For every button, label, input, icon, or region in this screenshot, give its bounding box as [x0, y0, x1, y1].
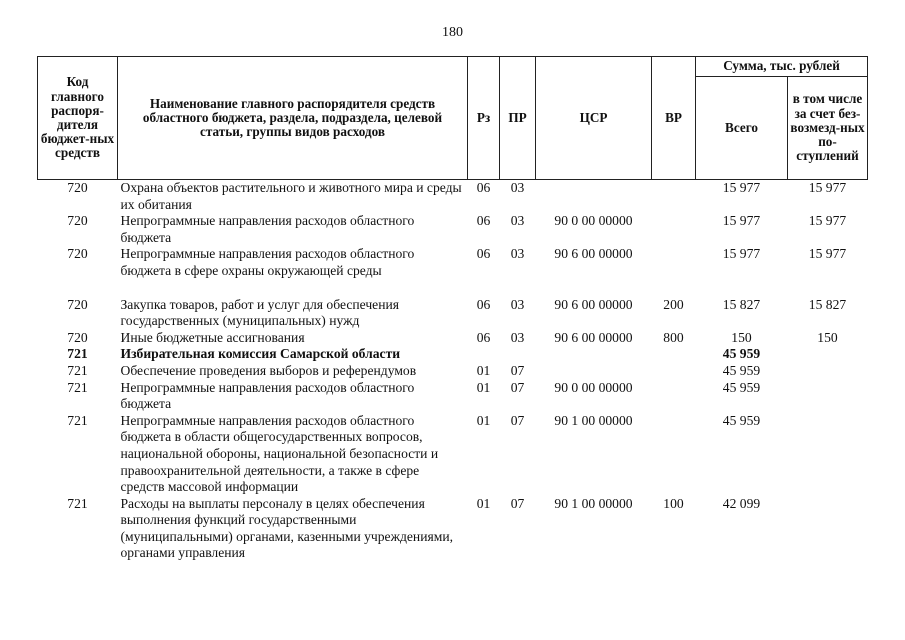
cell-csr: 90 0 00 00000 — [554, 379, 633, 395]
table-row — [38, 330, 868, 347]
table-row — [38, 297, 868, 330]
cell-pr: 07 — [510, 412, 525, 428]
cell-free: 15 977 — [808, 180, 847, 195]
cell-vr: 100 — [663, 495, 684, 511]
cell-pr: 03 — [510, 296, 525, 312]
table-row — [38, 180, 868, 214]
cell-free: 15 827 — [808, 296, 847, 312]
cell-csr: 90 0 00 00000 — [554, 213, 633, 229]
cell-csr — [536, 180, 652, 214]
table-row — [38, 496, 868, 562]
cell-pr: 03 — [510, 329, 525, 345]
cell-name: Обеспечение проведения выборов и референдумов — [120, 362, 417, 378]
table-row — [38, 413, 868, 496]
cell-code: 720 — [67, 213, 88, 229]
cell-total: 150 — [731, 329, 752, 345]
cell-pr: 07 — [510, 362, 525, 378]
header-total: Всего — [696, 77, 788, 180]
cell-rz: 06 — [476, 213, 491, 229]
cell-name: Избирательная комиссия Самарской области — [120, 346, 401, 362]
cell-name: Закупка товаров, работ и услуг для обеспечения государственных (муниципальных) нужд — [120, 296, 399, 329]
cell-vr — [652, 380, 696, 413]
cell-total: 45 959 — [722, 346, 761, 362]
cell-rz: 06 — [476, 296, 491, 312]
page-number: 180 — [442, 25, 463, 40]
cell-rz: 06 — [476, 180, 491, 195]
cell-code: 721 — [67, 412, 88, 428]
cell-total: 42 099 — [722, 495, 761, 511]
cell-name: Иные бюджетные ассигнования — [120, 329, 305, 345]
table-row — [38, 246, 868, 296]
cell-pr: 03 — [510, 213, 525, 229]
cell-vr: 800 — [663, 329, 684, 345]
cell-free — [788, 413, 868, 496]
cell-code: 721 — [67, 362, 88, 378]
cell-pr: 07 — [510, 495, 525, 511]
cell-total: 15 827 — [722, 296, 761, 312]
cell-total: 15 977 — [722, 246, 761, 262]
header-pr: ПР — [500, 57, 536, 180]
cell-total: 15 977 — [722, 213, 761, 229]
cell-rz: 01 — [476, 495, 491, 511]
cell-code: 720 — [67, 180, 88, 195]
cell-name: Непрограммные направления расходов областного бюджета — [120, 213, 415, 245]
table-row — [38, 346, 868, 363]
cell-code: 721 — [67, 379, 88, 395]
cell-name: Непрограммные направления расходов областного бюджета в сфере охраны окружающей среды — [120, 246, 415, 278]
cell-free — [788, 496, 868, 562]
header-sum-group: Сумма, тыс. рублей — [696, 57, 868, 77]
cell-name: Непрограммные направления расходов областного бюджета — [120, 379, 415, 412]
cell-code: 720 — [67, 329, 88, 345]
cell-rz: 06 — [476, 329, 491, 345]
cell-pr: 03 — [510, 180, 525, 195]
cell-pr: 07 — [510, 379, 525, 395]
table-row — [38, 380, 868, 413]
cell-pr: 03 — [510, 246, 525, 262]
header-code: Код главного распоря-дителя бюджет-ных средств — [38, 57, 118, 180]
cell-code: 721 — [67, 346, 88, 362]
cell-free — [788, 380, 868, 413]
cell-vr — [652, 363, 696, 380]
cell-rz — [468, 346, 500, 363]
cell-csr: 90 1 00 00000 — [554, 412, 633, 428]
cell-csr — [536, 363, 652, 380]
cell-rz: 01 — [476, 379, 491, 395]
cell-total: 15 977 — [722, 180, 761, 195]
cell-vr — [652, 180, 696, 214]
cell-name: Охрана объектов растительного и животного мира и среды их обитания — [120, 180, 462, 212]
cell-total: 45 959 — [722, 412, 761, 428]
header-csr: ЦСР — [536, 57, 652, 180]
cell-csr: 90 1 00 00000 — [554, 495, 633, 511]
cell-csr: 90 6 00 00000 — [554, 246, 633, 262]
cell-name: Расходы на выплаты персоналу в целях обеспечения выполнения функций государственными (муниципальными) органами, казенными учреждениями, органами управления — [120, 495, 454, 561]
cell-rz: 01 — [476, 362, 491, 378]
cell-vr — [652, 413, 696, 496]
cell-total: 45 959 — [722, 362, 761, 378]
cell-csr: 90 6 00 00000 — [554, 296, 633, 312]
cell-name: Непрограммные направления расходов областного бюджета в области общегосударственных вопросов, национальной обороны, национальной безопасности и правоохранительной деятельности, а также в сфере средств массовой информации — [120, 412, 439, 495]
cell-free: 15 977 — [808, 213, 847, 229]
cell-code: 720 — [67, 246, 88, 262]
cell-vr — [652, 213, 696, 246]
cell-free: 15 977 — [808, 246, 847, 262]
cell-vr: 200 — [663, 296, 684, 312]
cell-rz: 06 — [476, 246, 491, 262]
header-free-receipts: в том числе за счет без-возмезд-ных по-ступлений — [788, 77, 868, 180]
cell-free — [788, 363, 868, 380]
table-row — [38, 363, 868, 380]
cell-code: 720 — [67, 296, 88, 312]
cell-code: 721 — [67, 495, 88, 511]
cell-csr: 90 6 00 00000 — [554, 329, 633, 345]
cell-pr — [500, 346, 536, 363]
header-rz: Рз — [468, 57, 500, 180]
header-name: Наименование главного распорядителя средств областного бюджета, раздела, подраздела, целевой статьи, группы видов расходов — [118, 57, 468, 180]
cell-free: 150 — [817, 329, 838, 345]
table-row — [38, 213, 868, 246]
cell-csr — [536, 346, 652, 363]
cell-vr — [652, 246, 696, 296]
cell-free — [788, 346, 868, 363]
cell-rz: 01 — [476, 412, 491, 428]
cell-vr — [652, 346, 696, 363]
budget-table — [37, 56, 868, 562]
header-vr: ВР — [652, 57, 696, 180]
cell-total: 45 959 — [722, 379, 761, 395]
